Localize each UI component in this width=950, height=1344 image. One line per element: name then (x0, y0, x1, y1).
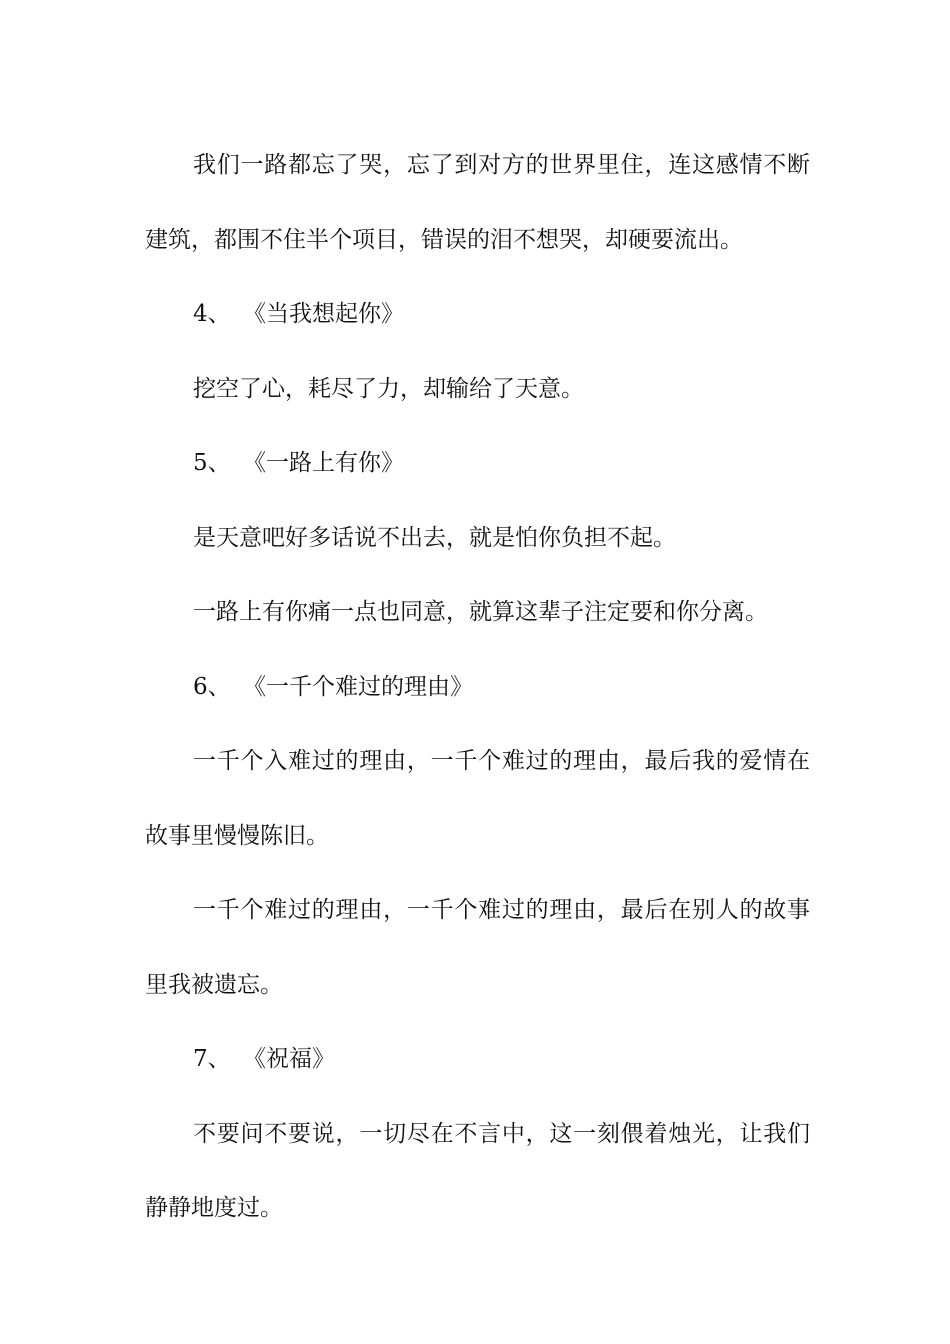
song-number: 6、 (193, 673, 231, 700)
paragraph: 是天意吧好多话说不出去，就是怕你负担不起。 (193, 524, 676, 551)
paragraph: 不要问不要说，一切尽在不言中，这一刻偎着烛光，让我们静静地度过。 (145, 1120, 810, 1221)
song-title: 《祝福》 (243, 1046, 335, 1072)
song-heading (145, 1022, 810, 1097)
paragraph: 挖空了心，耗尽了力，却输给了天意。 (193, 375, 584, 402)
song-heading (145, 277, 810, 352)
song-title: 《一千个难过的理由》 (243, 673, 473, 700)
paragraph: 一千个入难过的理由，一千个难过的理由，最后我的爱情在故事里慢慢陈旧。 (145, 748, 810, 849)
song-heading (145, 650, 810, 725)
song-number: 7、 (193, 1046, 231, 1072)
song-title: 《当我想起你》 (243, 301, 404, 327)
document-body (145, 128, 810, 1246)
song-heading (145, 426, 810, 501)
song-number: 4、 (193, 301, 231, 327)
song-number: 5、 (193, 450, 231, 476)
song-title: 《一路上有你》 (243, 450, 404, 476)
paragraph: 一千个难过的理由，一千个难过的理由，最后在别人的故事里我被遗忘。 (145, 897, 810, 998)
paragraph: 一路上有你痛一点也同意，就算这辈子注定要和你分离。 (193, 599, 768, 625)
paragraph: 我们一路都忘了哭，忘了到对方的世界里住，连这感情不断建筑，都围不住半个项目，错误的泪不想哭，却硬要流出。 (145, 152, 810, 253)
